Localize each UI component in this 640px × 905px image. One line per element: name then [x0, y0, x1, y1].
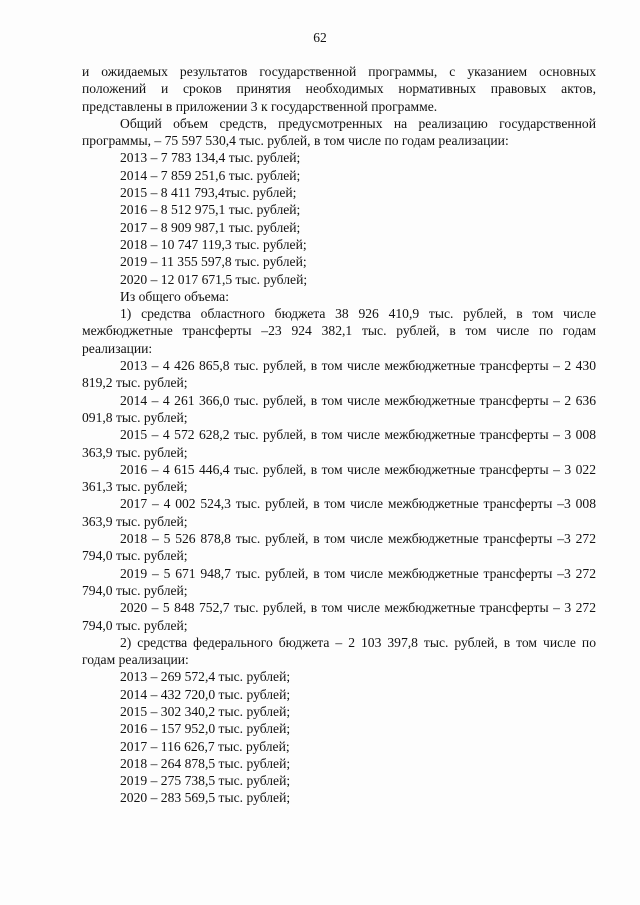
regional-budget-paragraph: 1) средства областного бюджета 38 926 410,9 тыс. рублей, в том числе межбюджетные трансферты –23 924 382,1 тыс. рублей, в том числе по годам реализации:: [82, 306, 596, 356]
list-item: 2015 – 8 411 793,4тыс. рублей;: [120, 185, 297, 201]
total-years-list: [82, 149, 596, 305]
list-item: 2016 – 4 615 446,4 тыс. рублей, в том числе межбюджетные трансферты – 3 022 361,3 тыс. рублей;: [82, 461, 596, 495]
intro-paragraph: и ожидаемых результатов государственной программы, с указанием основных положений и сроков принятия необходимых нормативных правовых актов, представлены в приложении 3 к государственной программе.: [82, 64, 596, 114]
list-item: 2014 – 432 720,0 тыс. рублей;: [120, 686, 291, 702]
list-item: 2016 – 8 512 975,1 тыс. рублей;: [120, 202, 301, 218]
federal-budget-paragraph: 2) средства федерального бюджета – 2 103 397,8 тыс. рублей, в том числе по годам реализации:: [82, 634, 596, 668]
page-number: 62: [313, 30, 327, 45]
list-item: 2018 – 5 526 878,8 тыс. рублей, в том числе межбюджетные трансферты –3 272 794,0 тыс. рублей;: [82, 531, 596, 564]
list-item: 2017 – 116 626,7 тыс. рублей;: [120, 738, 290, 754]
list-item: 2013 – 7 783 134,4 тыс. рублей;: [120, 150, 301, 166]
list-item: 2016 – 157 952,0 тыс. рублей;: [120, 721, 291, 737]
list-item: 2014 – 7 859 251,6 тыс. рублей;: [120, 167, 301, 183]
list-item: 2013 – 4 426 865,8 тыс. рублей, в том числе межбюджетные трансферты – 2 430 819,2 тыс. рублей;: [82, 358, 596, 391]
list-item: 2020 – 12 017 671,5 тыс. рублей;: [120, 271, 308, 287]
list-item: 2019 – 5 671 948,7 тыс. рублей, в том числе межбюджетные трансферты –3 272 794,0 тыс. рублей;: [82, 565, 596, 598]
list-item: 2018 – 264 878,5 тыс. рублей;: [120, 755, 291, 771]
federal-years-list: [82, 668, 596, 806]
list-item: 2013 – 269 572,4 тыс. рублей;: [120, 669, 291, 685]
list-item: 2017 – 4 002 524,3 тыс. рублей, в том числе межбюджетные трансферты –3 008 363,9 тыс. рублей;: [82, 496, 596, 529]
total-funding-paragraph: Общий объем средств, предусмотренных на реализацию государственной программы, – 75 597 530,4 тыс. рублей, в том числе по годам реализации:: [82, 115, 596, 149]
list-item: 2015 – 302 340,2 тыс. рублей;: [120, 703, 291, 719]
list-item: 2014 – 4 261 366,0 тыс. рублей, в том числе межбюджетные трансферты – 2 636 091,8 тыс. рублей;: [82, 392, 596, 425]
list-item: 2015 – 4 572 628,2 тыс. рублей, в том числе межбюджетные трансферты – 3 008 363,9 тыс. рублей;: [82, 427, 596, 460]
list-item: 2020 – 283 569,5 тыс. рублей;: [120, 790, 291, 806]
list-item: 2019 – 275 738,5 тыс. рублей;: [120, 773, 291, 789]
list-item: 2018 – 10 747 119,3 тыс. рублей;: [120, 236, 307, 252]
of-total-label: Из общего объема:: [120, 288, 229, 304]
document-body: [82, 63, 596, 807]
list-item: 2019 – 11 355 597,8 тыс. рублей;: [120, 254, 307, 270]
list-item: 2017 – 8 909 987,1 тыс. рублей;: [120, 219, 301, 235]
list-item: 2020 – 5 848 752,7 тыс. рублей, в том числе межбюджетные трансферты – 3 272 794,0 тыс. рублей;: [82, 600, 596, 633]
